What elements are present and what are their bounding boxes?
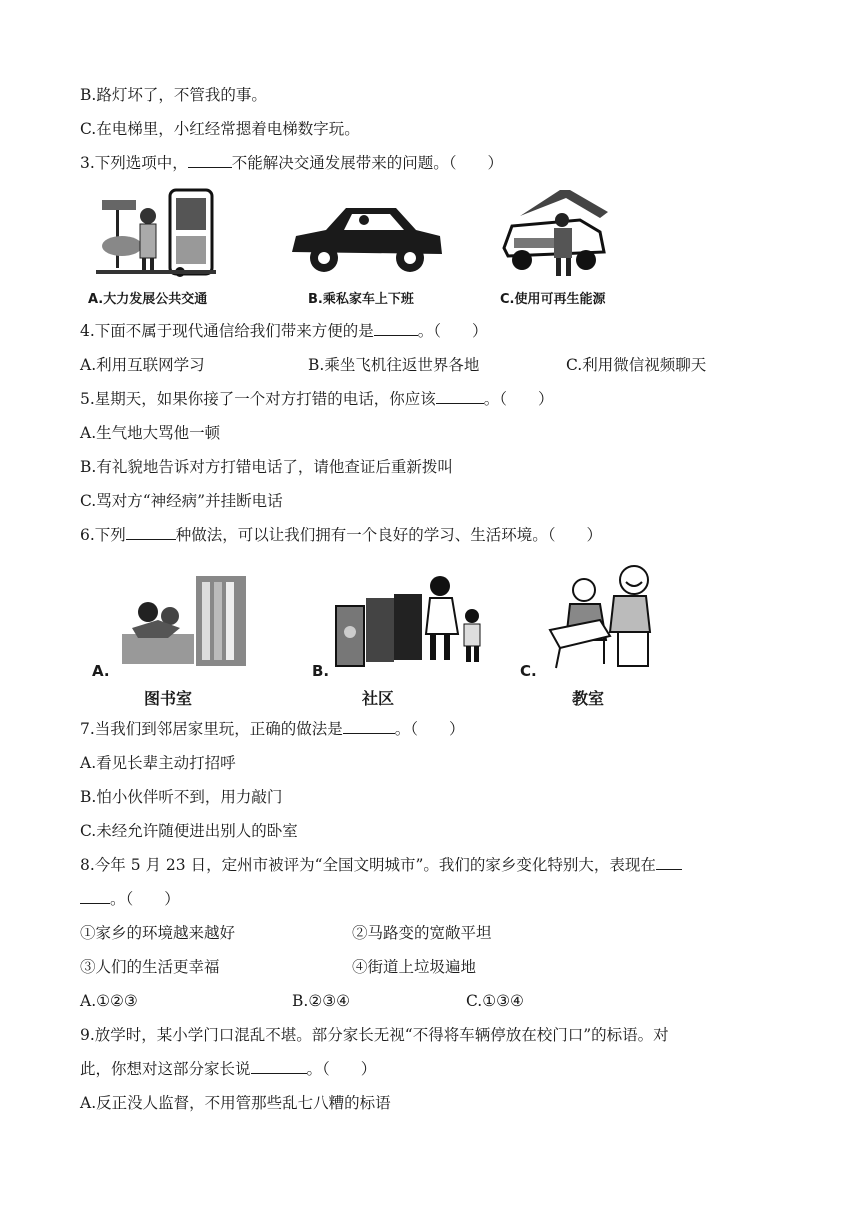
option-b: B.有礼貌地告诉对方打错电话了，请他查证后重新拨叫 xyxy=(80,458,453,476)
question-7 xyxy=(80,718,465,740)
question-text: 不能解决交通发展带来的问题。（ ） xyxy=(231,154,504,172)
question-8 xyxy=(80,854,682,876)
answer-blank xyxy=(374,321,418,336)
figure-caption: B.乘私家车上下班 xyxy=(308,292,414,307)
option-c: C.骂对方“神经病”并挂断电话 xyxy=(80,492,283,510)
classroom-illustration xyxy=(540,560,660,672)
figure-caption: 图书室 xyxy=(144,689,193,708)
statement-1: ①家乡的环境越来越好 xyxy=(80,924,236,942)
question-text: 种做法，可以让我们拥有一个良好的学习、生活环境。（ ） xyxy=(175,526,603,544)
figure-caption: C.使用可再生能源 xyxy=(500,292,606,307)
option-a: A.①②③ xyxy=(80,992,138,1010)
option-letter: B. xyxy=(312,662,330,680)
question-text: 5.星期天，如果你接了一个对方打错的电话，你应该 xyxy=(80,390,436,408)
answer-blank xyxy=(126,525,176,540)
question-text: 。（ ） xyxy=(110,890,180,908)
question-text: 。（ ） xyxy=(306,1060,377,1078)
option-b: B.乘坐飞机往返世界各地 xyxy=(308,356,480,374)
option-letter: A. xyxy=(92,662,110,680)
option-b: B.怕小伙伴听不到，用力敲门 xyxy=(80,788,283,806)
answer-blank xyxy=(251,1059,307,1074)
question-5 xyxy=(80,388,554,410)
option-line: B.路灯坏了，不管我的事。 xyxy=(80,86,267,104)
option-a: A.看见长辈主动打招呼 xyxy=(80,754,236,772)
question-8-cont xyxy=(80,888,180,910)
question-4 xyxy=(80,320,488,342)
question-text: 。（ ） xyxy=(483,390,554,408)
figure-caption: 社区 xyxy=(362,689,395,708)
answer-blank xyxy=(656,855,682,870)
answer-blank xyxy=(436,389,484,404)
question-text: 4.下面不属于现代通信给我们带来方便的是 xyxy=(80,322,374,340)
question-text: 8.今年 5 月 23 日，定州市被评为“全国文明城市”。我们的家乡变化特别大，表现在 xyxy=(80,856,656,874)
option-a: A.反正没人监督，不用管那些乱七八糟的标语 xyxy=(80,1094,391,1112)
question-text: 。（ ） xyxy=(394,720,465,738)
statement-2: ②马路变的宽敞平坦 xyxy=(352,924,492,942)
option-a: A.生气地大骂他一顿 xyxy=(80,424,221,442)
figure-caption: 教室 xyxy=(572,689,605,708)
question-text: 此，你想对这部分家长说 xyxy=(80,1060,251,1078)
library-illustration xyxy=(118,572,248,670)
electric-car-illustration xyxy=(500,186,612,282)
answer-blank xyxy=(188,153,232,168)
question-3 xyxy=(80,152,503,174)
question-text: 3.下列选项中， xyxy=(80,154,188,172)
car-illustration xyxy=(286,200,446,278)
statement-3: ③人们的生活更幸福 xyxy=(80,958,220,976)
option-c: C.未经允许随便进出别人的卧室 xyxy=(80,822,298,840)
answer-blank xyxy=(80,889,110,904)
question-text: 6.下列 xyxy=(80,526,126,544)
bus-stop-illustration xyxy=(96,186,216,278)
option-letter: C. xyxy=(520,662,537,680)
option-a: A.利用互联网学习 xyxy=(80,356,205,374)
question-text: 。（ ） xyxy=(417,322,488,340)
option-c: C.①③④ xyxy=(466,992,524,1010)
option-line: C.在电梯里，小红经常摁着电梯数字玩。 xyxy=(80,120,360,138)
question-9: 9.放学时，某小学门口混乱不堪。部分家长无视“不得将车辆停放在校门口”的标语。对 xyxy=(80,1026,669,1044)
option-b: B.②③④ xyxy=(292,992,351,1010)
question-9-cont xyxy=(80,1058,376,1080)
community-illustration xyxy=(332,570,492,670)
answer-blank xyxy=(343,719,395,734)
figure-caption: A.大力发展公共交通 xyxy=(88,292,208,307)
question-text: 7.当我们到邻居家里玩，正确的做法是 xyxy=(80,720,343,738)
option-c: C.利用微信视频聊天 xyxy=(566,356,707,374)
question-6 xyxy=(80,524,602,546)
statement-4: ④街道上垃圾遍地 xyxy=(352,958,477,976)
